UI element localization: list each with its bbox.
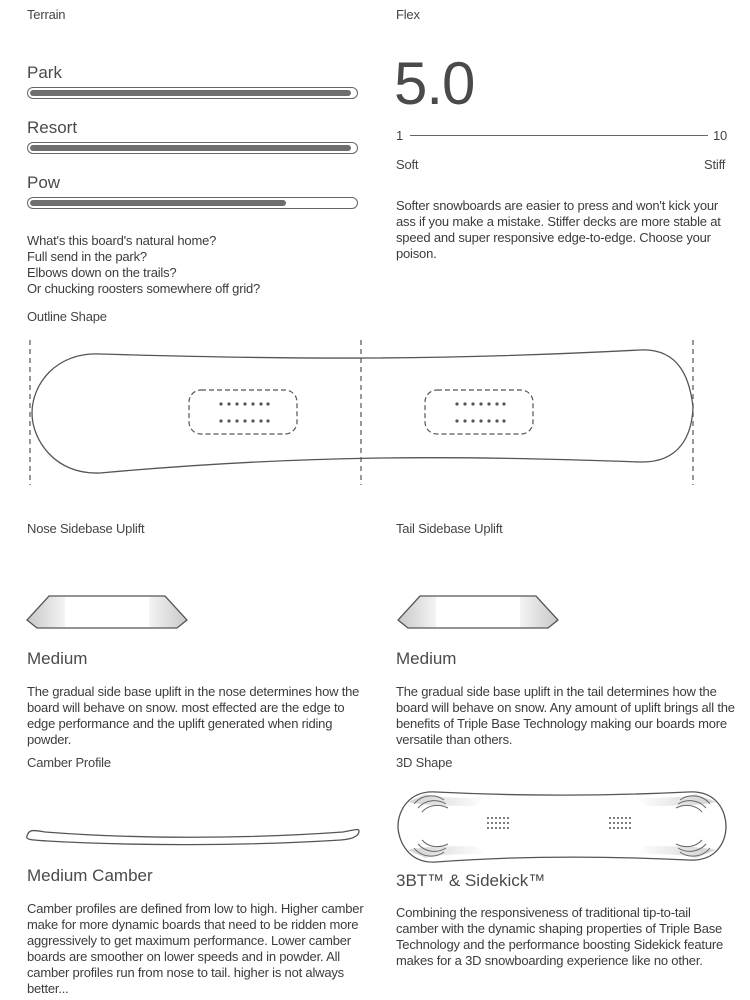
nose-uplift-label: Nose Sidebase Uplift xyxy=(27,521,145,536)
tail-uplift-description: The gradual side base uplift in the tail determines how the board will behave on snow. Any amount of uplift brings all the benefits of Triple Base Technology making our boards more versatile than others. xyxy=(396,684,735,747)
terrain-park-bar-fill xyxy=(30,90,351,96)
tail-uplift-diagram xyxy=(398,590,568,634)
tail-insert-dots xyxy=(455,402,505,422)
flex-scale-max: 10 xyxy=(713,128,728,143)
nose-insert-box xyxy=(189,390,297,434)
terrain-description: What's this board's natural home? Full send in the park? Elbows down on the trails? Or chucking roosters somewhere off grid? xyxy=(27,233,261,296)
terrain-pow-bar-fill xyxy=(30,200,286,206)
outline-shape-diagram xyxy=(0,335,750,495)
flex-scale-min: 1 xyxy=(396,128,404,143)
terrain-park-bar xyxy=(27,87,358,99)
3d-shape-level: 3BT™ & Sidekick™ xyxy=(396,871,546,890)
nose-insert-dots xyxy=(219,402,269,422)
tail-uplift-label: Tail Sidebase Uplift xyxy=(396,521,503,536)
board-outline xyxy=(32,350,693,473)
camber-description: Camber profiles are defined from low to high. Higher camber make for more dynamic boards that need to be ridden more aggressively to get maximum performance. Lower camber boards are smoother on lower speeds and in powder. All camber profiles run from nose to tail. higher is not always better... xyxy=(27,901,364,996)
terrain-resort-label: Resort xyxy=(27,118,78,137)
flex-soft-label: Soft xyxy=(396,157,419,172)
flex-stiff-label: Stiff xyxy=(704,157,726,172)
3d-shape-description: Combining the responsiveness of traditional tip-to-tail camber with the dynamic shaping properties of Triple Base Technology and the performance boosting Sidekick feature makes for a 3D snowboarding experience like no other. xyxy=(396,905,724,968)
camber-profile-label: Camber Profile xyxy=(27,755,111,770)
flex-description: Softer snowboards are easier to press and won't kick your ass if you make a mistake. Stiffer decks are more stable at speed and super responsive edge-to-edge. Choose your poison. xyxy=(396,198,721,261)
nose-uplift-description: The gradual side base uplift in the nose determines how the board will behave on snow. most effected are the edge to edge performance and the uplift generated when riding powder. xyxy=(27,684,360,747)
terrain-pow-label: Pow xyxy=(27,173,61,192)
flex-label: Flex xyxy=(396,7,420,22)
terrain-pow-bar xyxy=(27,197,358,209)
outline-shape-label: Outline Shape xyxy=(27,309,107,324)
3d-shape-diagram xyxy=(396,788,728,866)
nose-uplift-diagram xyxy=(27,590,197,634)
camber-level: Medium Camber xyxy=(27,866,153,885)
terrain-resort-bar-fill xyxy=(30,145,351,151)
terrain-resort-bar xyxy=(27,142,358,154)
3d-shape-label: 3D Shape xyxy=(396,755,453,770)
terrain-label: Terrain xyxy=(27,7,66,22)
camber-profile-diagram xyxy=(25,826,365,850)
terrain-park-label: Park xyxy=(27,63,62,82)
tail-uplift-level: Medium xyxy=(396,649,457,668)
tail-insert-box xyxy=(425,390,533,434)
nose-uplift-level: Medium xyxy=(27,649,88,668)
flex-value: 5.0 xyxy=(394,50,475,117)
flex-scale-line xyxy=(410,135,708,136)
